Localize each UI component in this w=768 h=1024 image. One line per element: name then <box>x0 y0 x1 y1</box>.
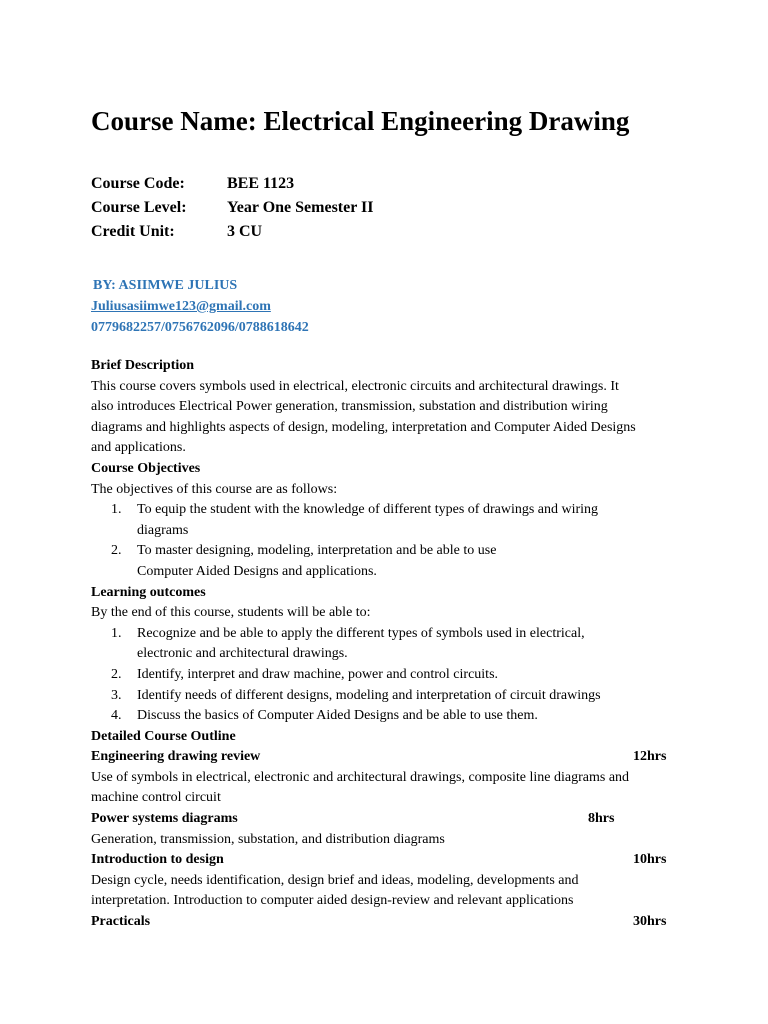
meta-key: Course Level: <box>91 199 187 216</box>
module-line: Design cycle, needs identification, design brief and ideas, modeling, developments and <box>91 872 579 888</box>
list-item <box>91 686 691 707</box>
brief-line: and applications. <box>91 440 186 456</box>
module-title: Practicals <box>91 914 151 930</box>
meta-value: BEE 1123 <box>227 175 295 192</box>
outcomes-intro: By the end of this course, students will be able to: <box>91 605 371 621</box>
meta-row-code <box>91 172 374 196</box>
module-title: Power systems diagrams <box>91 811 238 827</box>
list-item <box>91 706 691 727</box>
meta-key: Credit Unit: <box>91 223 175 240</box>
list-item <box>91 541 691 582</box>
module-header <box>91 912 691 933</box>
list-line: Computer Aided Designs and applications. <box>137 563 377 579</box>
module-line: Generation, transmission, substation, and distribution diagrams <box>91 831 445 847</box>
list-number: 4. <box>111 708 122 724</box>
list-line: electronic and architectural drawings. <box>137 646 348 662</box>
list-line: Identify needs of different designs, modeling and interpretation of circuit drawings <box>137 687 601 703</box>
module-header <box>91 809 691 830</box>
outcomes-heading: Learning outcomes <box>91 584 206 600</box>
outline-heading: Detailed Course Outline <box>91 728 236 744</box>
meta-row-level <box>91 196 374 220</box>
list-line: Recognize and be able to apply the different types of symbols used in electrical, <box>137 625 585 641</box>
list-item <box>91 665 691 686</box>
author-name: BY: ASIIMWE JULIUS <box>93 278 238 293</box>
module-hours: 8hrs <box>588 811 615 827</box>
list-line: To equip the student with the knowledge of different types of drawings and wiring <box>137 502 599 518</box>
module-header <box>91 850 691 871</box>
author-block <box>91 275 309 338</box>
list-number: 2. <box>111 543 122 559</box>
list-line: To master designing, modeling, interpretation and be able to use <box>137 543 497 559</box>
meta-value: 3 CU <box>227 223 263 240</box>
list-number: 3. <box>111 687 122 703</box>
brief-line: diagrams and highlights aspects of design, modeling, interpretation and Computer Aided Designs <box>91 419 636 435</box>
objectives-intro: The objectives of this course are as follows: <box>91 481 338 497</box>
author-email-link[interactable]: Juliusasiimwe123@gmail.com <box>91 299 271 314</box>
meta-key: Course Code: <box>91 175 185 192</box>
course-meta <box>91 172 374 244</box>
objectives-list <box>91 500 691 582</box>
page-title: Course Name: Electrical Engineering Drawing <box>91 106 630 136</box>
module-hours: 30hrs <box>633 914 667 930</box>
module-header <box>91 747 691 768</box>
author-phones: 0779682257/0756762096/0788618642 <box>91 320 309 335</box>
meta-row-credit <box>91 220 374 244</box>
module-line: machine control circuit <box>91 790 221 806</box>
list-number: 2. <box>111 666 122 682</box>
objectives-heading: Course Objectives <box>91 460 201 476</box>
list-number: 1. <box>111 625 122 641</box>
list-line: Identify, interpret and draw machine, power and control circuits. <box>137 666 499 682</box>
module-line: Use of symbols in electrical, electronic and architectural drawings, composite line diagrams and <box>91 769 630 785</box>
meta-value: Year One Semester II <box>227 199 374 216</box>
list-item <box>91 624 691 665</box>
outcomes-list <box>91 624 691 727</box>
module-title: Engineering drawing review <box>91 749 261 765</box>
list-line: diagrams <box>137 522 189 538</box>
brief-line: also introduces Electrical Power generation, transmission, substation and distribution wiring <box>91 399 608 415</box>
brief-line: This course covers symbols used in electrical, electronic circuits and architectural drawings. It <box>91 378 619 394</box>
document-body <box>91 356 691 933</box>
module-line: interpretation. Introduction to computer aided design-review and relevant applications <box>91 893 574 909</box>
brief-heading: Brief Description <box>91 358 195 373</box>
list-line: Discuss the basics of Computer Aided Designs and be able to use them. <box>137 708 538 724</box>
module-hours: 12hrs <box>633 749 667 765</box>
module-hours: 10hrs <box>633 852 667 868</box>
module-title: Introduction to design <box>91 852 224 868</box>
list-number: 1. <box>111 502 122 518</box>
list-item <box>91 500 691 541</box>
